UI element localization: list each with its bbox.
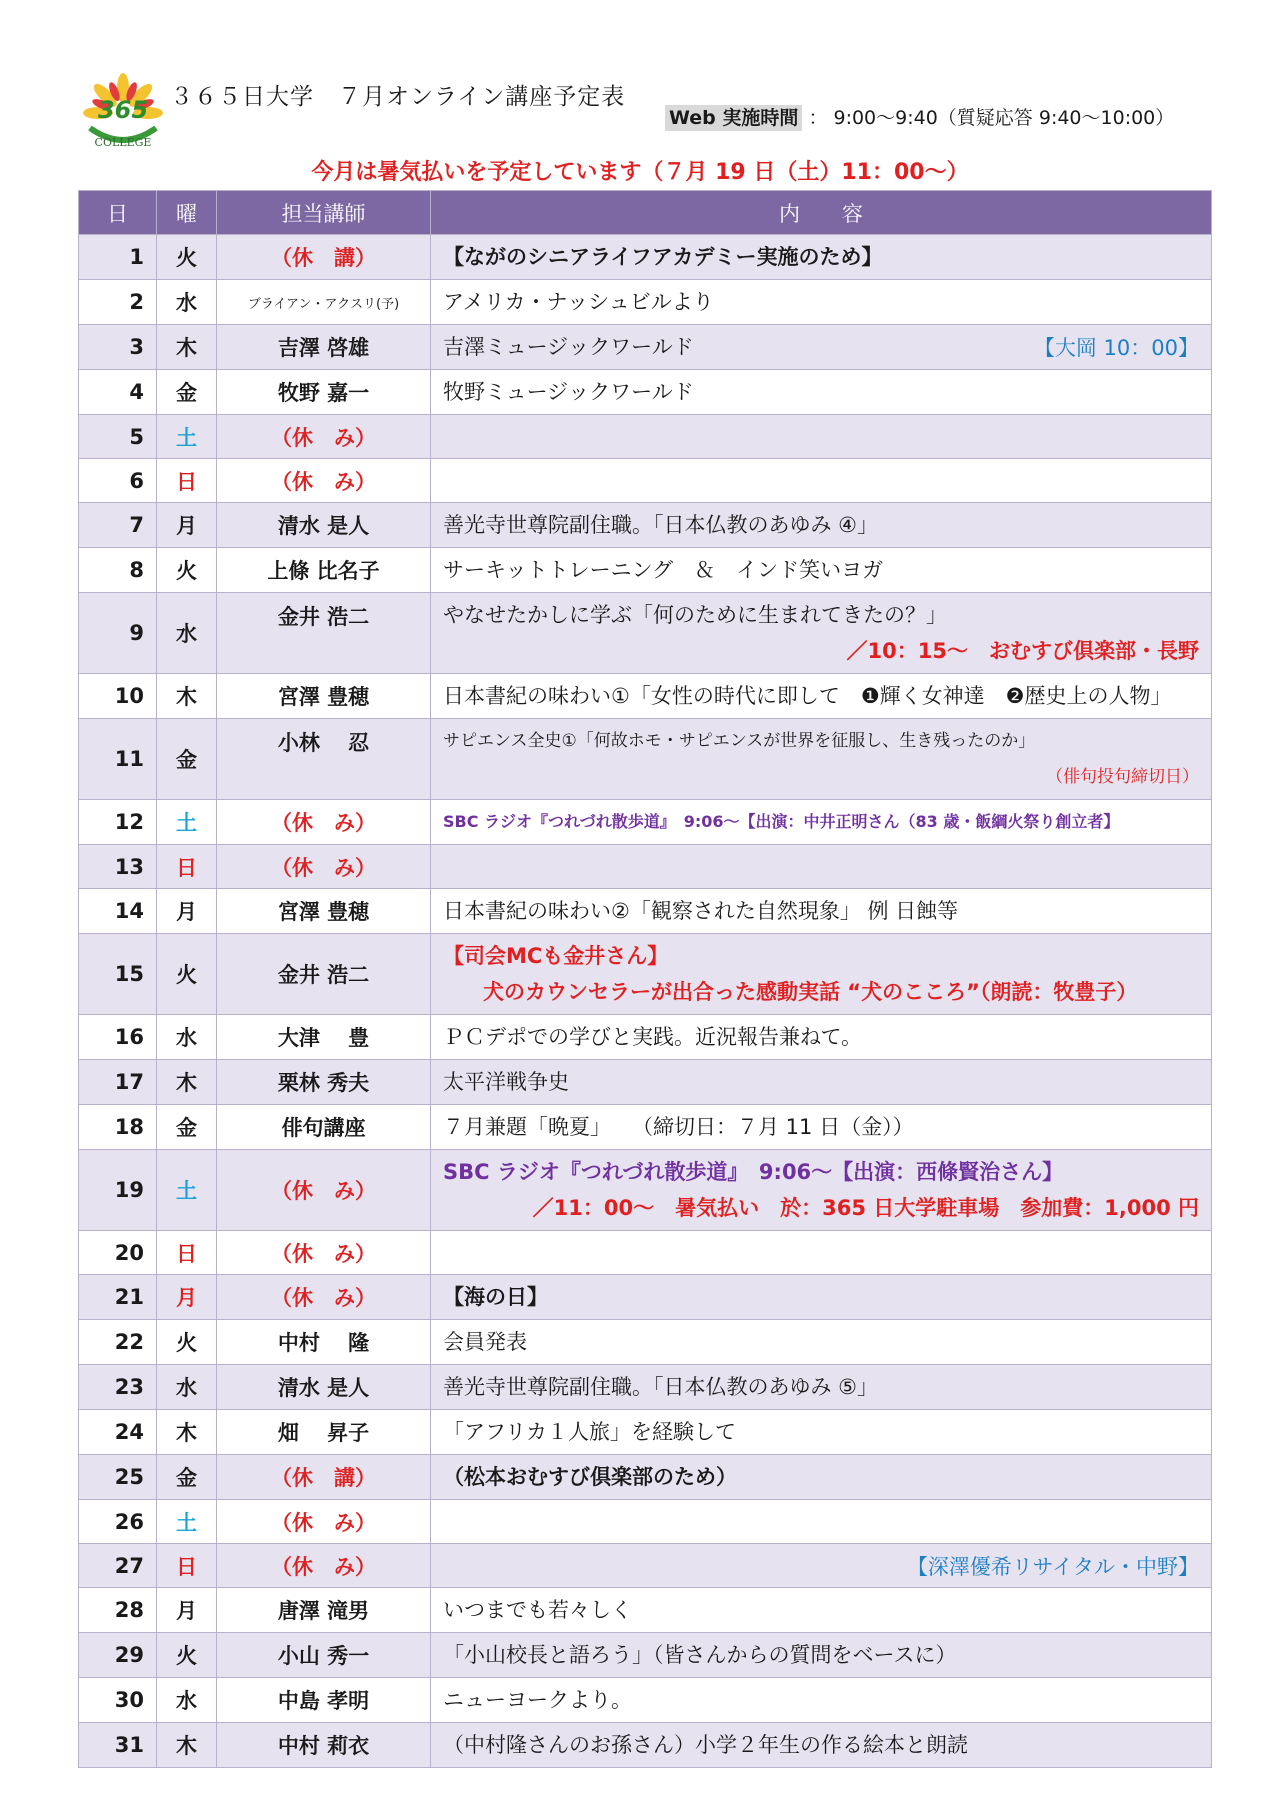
lecturer-cell: 畑 昇子 xyxy=(217,1410,431,1455)
weekday-cell: 木 xyxy=(157,674,217,719)
day-cell: 15 xyxy=(79,934,157,1015)
table-row xyxy=(79,235,1212,280)
content-line: SBC ラジオ『つれづれ散歩道』 9:06～【出演：西條賢治さん】 xyxy=(443,1160,1064,1184)
content-cell xyxy=(431,370,1212,415)
weekday-cell: 水 xyxy=(157,593,217,674)
content-line: 太平洋戦争史 xyxy=(443,1070,569,1094)
lecturer-cell: 吉澤 啓雄 xyxy=(217,325,431,370)
day-cell: 2 xyxy=(79,280,157,325)
content-note: 【深澤優希リサイタル・中野】 xyxy=(906,1554,1199,1579)
day-cell: 9 xyxy=(79,593,157,674)
content-line: （中村隆さんのお孫さん）小学２年生の作る絵本と朗読 xyxy=(443,1733,968,1757)
content-cell xyxy=(431,325,1212,370)
lecturer-cell: （休 み） xyxy=(217,1544,431,1588)
day-cell: 12 xyxy=(79,800,157,845)
content-line: 【ながのシニアライフアカデミー実施のため】 xyxy=(443,245,883,269)
content-cell xyxy=(431,415,1212,459)
content-line: ７月兼題「晩夏」 （締切日：７月 11 日（金）） xyxy=(443,1115,914,1139)
content-cell xyxy=(431,1060,1212,1105)
table-row xyxy=(79,1365,1212,1410)
table-row xyxy=(79,1455,1212,1500)
content-line: アメリカ・ナッシュビルより xyxy=(443,290,714,314)
content-cell xyxy=(431,459,1212,503)
content-line: 【司会MCも金井さん】 xyxy=(443,944,669,968)
lecturer-cell: 小山 秀一 xyxy=(217,1633,431,1678)
lecturer-cell: （休 み） xyxy=(217,1275,431,1320)
table-row xyxy=(79,1105,1212,1150)
content-cell xyxy=(431,280,1212,325)
table-row xyxy=(79,1060,1212,1105)
table-row xyxy=(79,800,1212,845)
lecturer-cell: （休 み） xyxy=(217,1150,431,1231)
day-cell: 25 xyxy=(79,1455,157,1500)
content-cell xyxy=(431,1723,1212,1768)
content-cell xyxy=(431,889,1212,934)
content-line: ／11：00～ 暑気払い 於：365 日大学駐車場 参加費：1,000 円 xyxy=(532,1196,1199,1220)
content-line: サピエンス全史①「何故ホモ・サピエンスが世界を征服し、生き残ったのか」 xyxy=(443,731,1036,751)
day-cell: 22 xyxy=(79,1320,157,1365)
weekday-cell: 土 xyxy=(157,800,217,845)
content-line: 「小山校長と語ろう」（皆さんからの質問をベースに） xyxy=(443,1643,957,1667)
day-cell: 3 xyxy=(79,325,157,370)
weekday-cell: 水 xyxy=(157,1365,217,1410)
table-row xyxy=(79,370,1212,415)
content-cell xyxy=(431,1365,1212,1410)
lecturer-cell: 栗林 秀夫 xyxy=(217,1060,431,1105)
weekday-cell: 水 xyxy=(157,280,217,325)
day-cell: 18 xyxy=(79,1105,157,1150)
weekday-cell: 木 xyxy=(157,1410,217,1455)
table-row xyxy=(79,1544,1212,1588)
weekday-cell: 金 xyxy=(157,1455,217,1500)
content-cell xyxy=(431,1455,1212,1500)
day-cell: 16 xyxy=(79,1015,157,1060)
lecturer-cell: 宮澤 豊穂 xyxy=(217,889,431,934)
content-cell xyxy=(431,1275,1212,1320)
lecturer-cell: （休 み） xyxy=(217,1231,431,1275)
lecturer-cell: 俳句講座 xyxy=(217,1105,431,1150)
content-line: SBC ラジオ『つれづれ散歩道』 9:06～【出演：中井正明さん（83 歳・飯綱火祭り創立者】 xyxy=(443,812,1120,831)
day-cell: 4 xyxy=(79,370,157,415)
content-cell xyxy=(431,1105,1212,1150)
content-line: 【海の日】 xyxy=(443,1285,548,1309)
content-cell xyxy=(431,235,1212,280)
table-row xyxy=(79,503,1212,548)
header-day: 日 xyxy=(79,191,157,235)
weekday-cell: 月 xyxy=(157,503,217,548)
lecturer-cell: 清水 是人 xyxy=(217,1365,431,1410)
content-cell xyxy=(431,845,1212,889)
table-row xyxy=(79,1723,1212,1768)
content-line: 会員発表 xyxy=(443,1330,527,1354)
lecturer-cell: （休 み） xyxy=(217,415,431,459)
day-cell: 30 xyxy=(79,1678,157,1723)
web-time xyxy=(665,103,1174,130)
weekday-cell: 月 xyxy=(157,1275,217,1320)
content-line: ニューヨークより。 xyxy=(443,1688,632,1712)
content-cell xyxy=(431,1633,1212,1678)
day-cell: 19 xyxy=(79,1150,157,1231)
lecturer-cell: （休 講） xyxy=(217,1455,431,1500)
day-cell: 10 xyxy=(79,674,157,719)
content-line: （松本おむすび倶楽部のため） xyxy=(443,1465,737,1489)
content-line: （俳句投句締切日） xyxy=(1046,767,1199,787)
content-line: 日本書紀の味わい①「女性の時代に即して ❶輝く女神達 ❷歴史上の人物」 xyxy=(443,684,1172,708)
weekday-cell: 水 xyxy=(157,1015,217,1060)
weekday-cell: 火 xyxy=(157,1320,217,1365)
lecturer-cell: 中村 莉衣 xyxy=(217,1723,431,1768)
lecturer-cell: （休 み） xyxy=(217,845,431,889)
lecturer-cell: 小林 忍 xyxy=(217,719,431,800)
content-cell xyxy=(431,548,1212,593)
college-logo xyxy=(80,70,166,156)
table-row xyxy=(79,1015,1212,1060)
lecturer-cell: 唐澤 滝男 xyxy=(217,1588,431,1633)
content-cell xyxy=(431,1588,1212,1633)
weekday-cell: 金 xyxy=(157,370,217,415)
lecturer-cell: 大津 豊 xyxy=(217,1015,431,1060)
content-cell xyxy=(431,1544,1212,1588)
content-line: いつまでも若々しく xyxy=(443,1598,632,1622)
table-row xyxy=(79,1231,1212,1275)
day-cell: 7 xyxy=(79,503,157,548)
table-row xyxy=(79,1275,1212,1320)
table-row xyxy=(79,845,1212,889)
day-cell: 5 xyxy=(79,415,157,459)
content-line: 吉澤ミュージックワールド xyxy=(443,335,694,359)
content-cell xyxy=(431,1500,1212,1544)
web-time-value: ： 9:00～9:40（質疑応答 9:40～10:00） xyxy=(808,107,1175,129)
day-cell: 20 xyxy=(79,1231,157,1275)
day-cell: 26 xyxy=(79,1500,157,1544)
table-row xyxy=(79,889,1212,934)
notice-banner: 今月は暑気払いを予定しています（７月 19 日（土）11：00～） xyxy=(311,160,969,185)
weekday-cell: 土 xyxy=(157,1150,217,1231)
content-cell xyxy=(431,1320,1212,1365)
table-row xyxy=(79,934,1212,1015)
table-header-row xyxy=(79,191,1212,235)
day-cell: 6 xyxy=(79,459,157,503)
content-cell xyxy=(431,1150,1212,1231)
day-cell: 27 xyxy=(79,1544,157,1588)
table-row xyxy=(79,674,1212,719)
lecturer-cell: 金井 浩二 xyxy=(217,934,431,1015)
weekday-cell: 月 xyxy=(157,889,217,934)
content-line: 善光寺世尊院副住職。「日本仏教のあゆみ ⑤」 xyxy=(443,1375,878,1399)
lecturer-cell: 中島 孝明 xyxy=(217,1678,431,1723)
table-row xyxy=(79,1500,1212,1544)
content-line: ／10：15～ おむすび倶楽部・長野 xyxy=(846,639,1199,663)
content-cell xyxy=(431,719,1212,800)
weekday-cell: 木 xyxy=(157,1060,217,1105)
table-row xyxy=(79,325,1212,370)
table-row xyxy=(79,1320,1212,1365)
day-cell: 24 xyxy=(79,1410,157,1455)
lecturer-cell: ブライアン・アクスリ(予) xyxy=(217,280,431,325)
content-cell xyxy=(431,503,1212,548)
schedule-table xyxy=(78,190,1212,1768)
header-content: 内 容 xyxy=(431,191,1212,235)
day-cell: 14 xyxy=(79,889,157,934)
weekday-cell: 木 xyxy=(157,1723,217,1768)
day-cell: 31 xyxy=(79,1723,157,1768)
lecturer-cell: （休 講） xyxy=(217,235,431,280)
weekday-cell: 火 xyxy=(157,1633,217,1678)
weekday-cell: 日 xyxy=(157,845,217,889)
content-cell xyxy=(431,593,1212,674)
content-line: 牧野ミュージックワールド xyxy=(443,380,694,404)
weekday-cell: 土 xyxy=(157,1500,217,1544)
content-line: 善光寺世尊院副住職。「日本仏教のあゆみ ④」 xyxy=(443,513,878,537)
weekday-cell: 水 xyxy=(157,1678,217,1723)
content-line: ＰＣデポでの学びと実践。近況報告兼ねて。 xyxy=(443,1025,863,1049)
day-cell: 17 xyxy=(79,1060,157,1105)
table-row xyxy=(79,1588,1212,1633)
content-cell xyxy=(431,1410,1212,1455)
header-weekday: 曜 xyxy=(157,191,217,235)
svg-text:365: 365 xyxy=(97,96,149,124)
weekday-cell: 木 xyxy=(157,325,217,370)
table-row xyxy=(79,1410,1212,1455)
table-row xyxy=(79,459,1212,503)
lecturer-cell: 金井 浩二 xyxy=(217,593,431,674)
lecturer-cell: 清水 是人 xyxy=(217,503,431,548)
web-time-label: Web 実施時間 xyxy=(665,105,802,131)
content-cell xyxy=(431,934,1212,1015)
content-note: 【大岡 10：00】 xyxy=(1033,336,1199,360)
content-cell xyxy=(431,800,1212,845)
weekday-cell: 日 xyxy=(157,459,217,503)
lecturer-cell: 牧野 嘉一 xyxy=(217,370,431,415)
day-cell: 1 xyxy=(79,235,157,280)
table-row xyxy=(79,1150,1212,1231)
lecturer-cell: （休 み） xyxy=(217,800,431,845)
content-line: 日本書紀の味わい②「観察された自然現象」 例 日蝕等 xyxy=(443,899,959,923)
lecturer-cell: （休 み） xyxy=(217,459,431,503)
table-row xyxy=(79,719,1212,800)
day-cell: 13 xyxy=(79,845,157,889)
lecturer-cell: （休 み） xyxy=(217,1500,431,1544)
weekday-cell: 日 xyxy=(157,1544,217,1588)
table-row xyxy=(79,1633,1212,1678)
content-cell xyxy=(431,1678,1212,1723)
content-cell xyxy=(431,674,1212,719)
table-row xyxy=(79,280,1212,325)
table-row xyxy=(79,415,1212,459)
schedule-rows xyxy=(79,235,1212,1768)
day-cell: 28 xyxy=(79,1588,157,1633)
day-cell: 29 xyxy=(79,1633,157,1678)
page-title: ３６５日大学 ７月オンライン講座予定表 xyxy=(170,84,626,110)
weekday-cell: 火 xyxy=(157,934,217,1015)
weekday-cell: 日 xyxy=(157,1231,217,1275)
content-cell xyxy=(431,1231,1212,1275)
day-cell: 21 xyxy=(79,1275,157,1320)
weekday-cell: 金 xyxy=(157,719,217,800)
content-cell xyxy=(431,1015,1212,1060)
weekday-cell: 月 xyxy=(157,1588,217,1633)
table-row xyxy=(79,1678,1212,1723)
content-line: 犬のカウンセラーが出合った感動実話 “犬のこころ”（朗読：牧豊子） xyxy=(483,980,1138,1004)
weekday-cell: 土 xyxy=(157,415,217,459)
lecturer-cell: 中村 隆 xyxy=(217,1320,431,1365)
table-row xyxy=(79,593,1212,674)
content-line: サーキットトレーニング ＆ インド笑いヨガ xyxy=(443,558,884,582)
svg-text:COLLEGE: COLLEGE xyxy=(94,136,152,149)
weekday-cell: 火 xyxy=(157,548,217,593)
content-line: やなせたかしに学ぶ「何のために生まれてきたの？」 xyxy=(443,603,947,627)
day-cell: 11 xyxy=(79,719,157,800)
header-lecturer: 担当講師 xyxy=(217,191,431,235)
day-cell: 8 xyxy=(79,548,157,593)
day-cell: 23 xyxy=(79,1365,157,1410)
weekday-cell: 金 xyxy=(157,1105,217,1150)
table-row xyxy=(79,548,1212,593)
content-line: 「アフリカ１人旅」を経験して xyxy=(443,1420,736,1444)
weekday-cell: 火 xyxy=(157,235,217,280)
lecturer-cell: 上條 比名子 xyxy=(217,548,431,593)
lecturer-cell: 宮澤 豊穂 xyxy=(217,674,431,719)
